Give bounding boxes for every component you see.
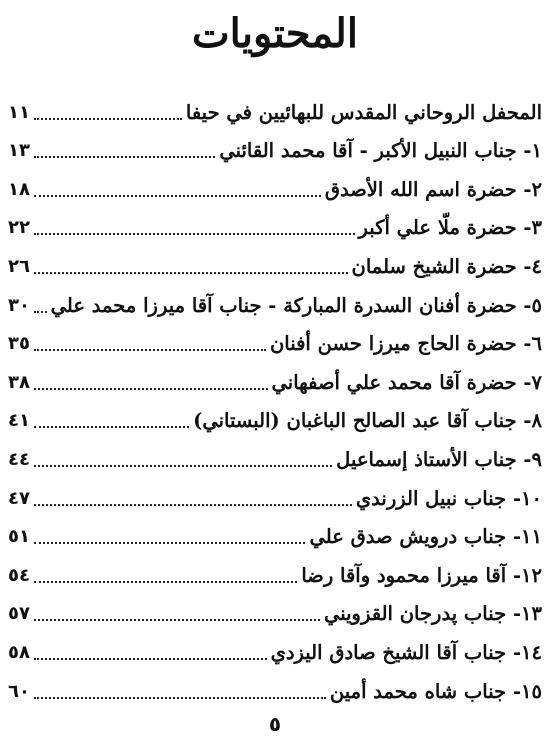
- toc-entry: [8, 395, 542, 434]
- dot-leader: [34, 195, 321, 197]
- toc-entry: [8, 279, 542, 318]
- toc-entry-page: ١١: [8, 101, 30, 123]
- toc-entry: [8, 202, 542, 241]
- dot-leader: [34, 697, 326, 699]
- toc-entry: [8, 163, 542, 202]
- toc-entry-title: المحفل الروحاني المقدس للبهائيين في حيفا: [185, 100, 542, 124]
- toc-entry-title: ٧- حضرة آقا محمد علي أصفهاني: [271, 370, 542, 394]
- toc-entry-page: ٦٠: [8, 680, 30, 702]
- dot-leader: [34, 542, 306, 544]
- toc-entry: [8, 433, 542, 472]
- toc-entry-page: ٢٦: [8, 255, 30, 277]
- dot-leader: [34, 156, 215, 158]
- dot-leader: [34, 581, 297, 583]
- toc-entry-title: ٩- جناب الأستاذ إسماعيل: [336, 447, 542, 471]
- dot-leader: [34, 619, 320, 621]
- toc-entry-page: ٥٧: [8, 603, 30, 625]
- page-title: المحتويات: [192, 10, 358, 57]
- toc-entry-title: ١٢- آقا ميرزا محمود وآقا رضا: [301, 563, 542, 587]
- toc-entry-page: ٥٨: [8, 641, 30, 663]
- toc-entry: [8, 318, 542, 357]
- toc-entry: [8, 665, 542, 704]
- toc-entry-title: ١١- جناب درويش صدق علي: [309, 525, 542, 549]
- toc-entry-page: ١٨: [8, 178, 30, 200]
- toc-entry-page: ٣٨: [8, 371, 30, 393]
- toc-entry-title: ٥- حضرة أفنان السدرة المباركة - جناب آقا ميرزا محمد علي: [50, 293, 542, 317]
- toc-entry: [8, 472, 542, 511]
- toc-entry-page: ٤٧: [8, 487, 30, 509]
- dot-leader: [34, 504, 352, 506]
- toc-entry-title: ١٠- جناب نبيل الزرندي: [355, 486, 542, 510]
- toc-entry: [8, 125, 542, 164]
- dot-leader: [34, 118, 182, 120]
- toc-entry: [8, 588, 542, 627]
- toc-entry-title: ١٤- جناب آقا الشيخ صادق اليزدي: [270, 640, 542, 664]
- dot-leader: [34, 272, 348, 274]
- dot-leader: [34, 658, 267, 660]
- dot-leader: [34, 388, 268, 390]
- toc-entry: [8, 511, 542, 550]
- toc-entry: [8, 626, 542, 665]
- toc-entry-page: ٤٤: [8, 448, 30, 470]
- page-number: ٥: [268, 712, 282, 736]
- dot-leader: [34, 233, 355, 235]
- toc-entry-page: ٢٢: [8, 217, 30, 239]
- dot-leader: [34, 311, 47, 313]
- toc-entry: [8, 549, 542, 588]
- toc-entry-title: ١٣- جناب پدرجان القزويني: [323, 602, 542, 626]
- toc-entry-title: ٨- جناب آقا عبد الصالح الباغبان (البستاني): [193, 409, 542, 433]
- toc-entry-title: ٤- حضرة الشيخ سلمان: [351, 254, 542, 278]
- toc-entry-page: ٣٥: [8, 333, 30, 355]
- dot-leader: [34, 426, 189, 428]
- toc-entry-title: ١- جناب النبيل الأكبر - آقا محمد القائني: [219, 139, 542, 163]
- dot-leader: [34, 465, 332, 467]
- toc-entry: [8, 86, 542, 125]
- toc-entry-title: ١٥- جناب شاه محمد أمين: [329, 679, 542, 703]
- table-of-contents: [8, 86, 542, 704]
- toc-entry-page: ٣٠: [8, 294, 30, 316]
- toc-entry-page: ٥٤: [8, 564, 30, 586]
- toc-entry-page: ٤١: [8, 410, 30, 432]
- toc-entry-title: ٢- حضرة اسم الله الأصدق: [324, 177, 542, 201]
- toc-entry: [8, 240, 542, 279]
- toc-entry-page: ١٣: [8, 140, 30, 162]
- dot-leader: [34, 349, 266, 351]
- toc-entry-title: ٦- حضرة الحاج ميرزا حسن أفنان: [269, 332, 542, 356]
- toc-entry-page: ٥١: [8, 526, 30, 548]
- toc-entry-title: ٣- حضرة ملّا علي أكبر: [358, 216, 542, 240]
- toc-entry: [8, 356, 542, 395]
